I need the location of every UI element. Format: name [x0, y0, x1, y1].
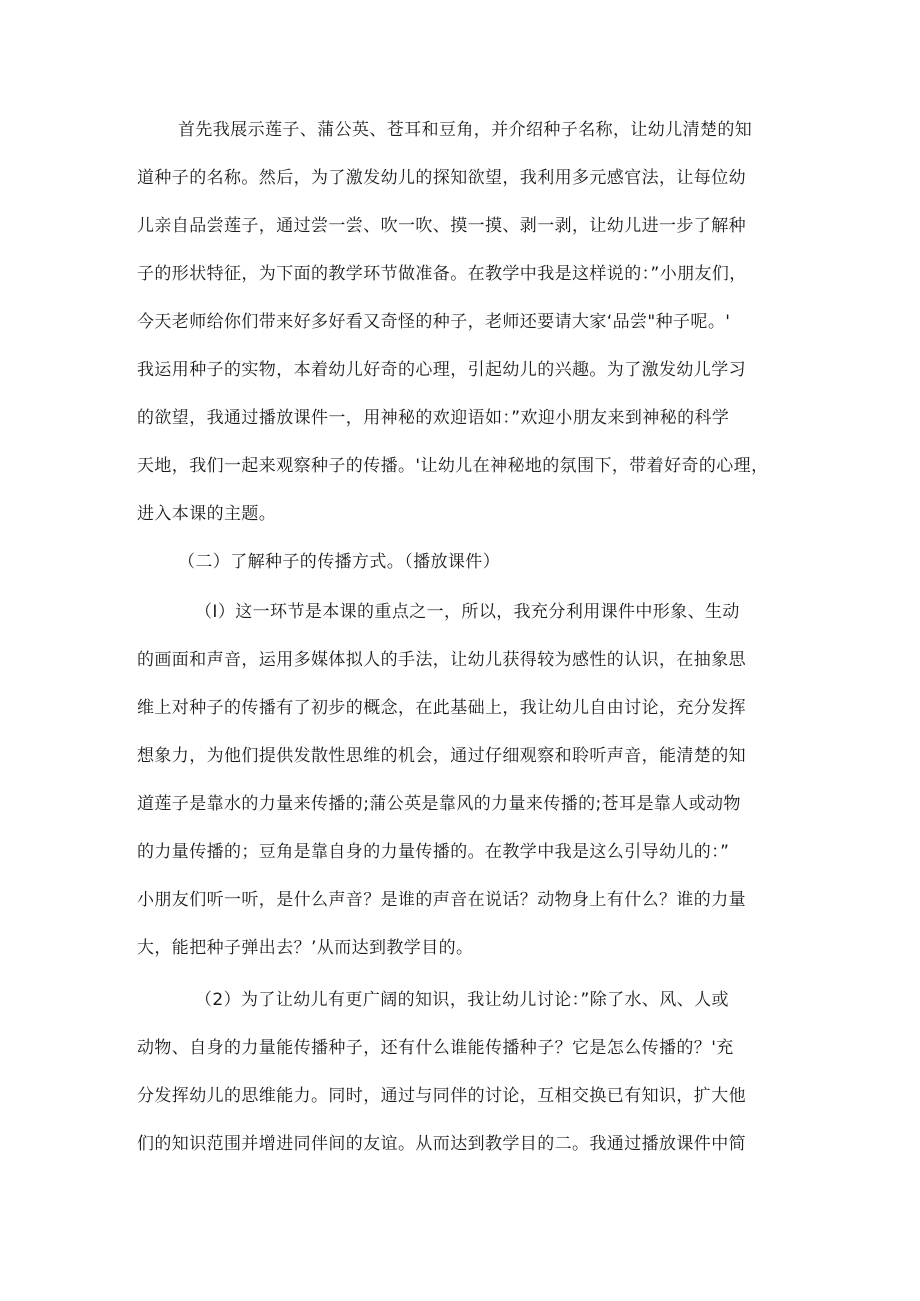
paragraph-line: 想象力，为他们提供发散性思维的机会，通过仔细观察和聆听声音，能清楚的知	[137, 746, 746, 766]
paragraph-line: 小朋友们听一听，是什么声音？是谁的声音在说话？动物身上有什么？谁的力量	[137, 890, 746, 910]
paragraph-line: 道种子的名称。然后，为了激发幼儿的探知欲望，我利用多元感官法，让每位幼	[137, 168, 746, 188]
paragraph-line: 我运用种子的实物，本着幼儿好奇的心理，引起幼儿的兴趣。为了激发幼儿学习	[137, 360, 746, 380]
paragraph-line: 的欲望，我通过播放课件一，用神秘的欢迎语如：”欢迎小朋友来到神秘的科学	[137, 408, 730, 428]
paragraph-line: 首先我展示莲子、蒲公英、苍耳和豆角，并介绍种子名称，让幼儿清楚的知	[178, 120, 753, 140]
paragraph-line: 大，能把种子弹出去？’从而达到教学目的。	[137, 938, 474, 958]
paragraph-line: 儿亲自品尝莲子，通过尝一尝、吹一吹、摸一摸、剥一剥，让幼儿进一步了解种	[137, 216, 746, 236]
paragraph-line: 道莲子是靠水的力量来传播的;蒲公英是靠风的力量来传播的;苍耳是靠人或动物	[137, 794, 741, 814]
paragraph-line: 动物、自身的力量能传播种子，还有什么谁能传播种子？它是怎么传播的？'充	[137, 1038, 734, 1058]
paragraph-line: 天地，我们一起来观察种子的传播。'让幼儿在神秘地的氛围下，带着好奇的心理，	[137, 456, 769, 476]
paragraph-line: 们的知识范围并增进同伴间的友谊。从而达到教学目的二。我通过播放课件中简	[137, 1134, 746, 1154]
paragraph-line: 子的形状特征，为下面的教学环节做准备。在教学中我是这样说的：”小朋友们，	[137, 264, 747, 284]
paragraph-line: 进入本课的主题。	[137, 504, 277, 524]
paragraph-line: （2）为了让幼儿有更广阔的知识，我让幼儿讨论：”除了水、风、人或	[195, 990, 729, 1010]
paragraph-line: 维上对种子的传播有了初步的概念，在此基础上，我让幼儿自由讨论，充分发挥	[137, 698, 746, 718]
paragraph-line: 分发挥幼儿的思维能力。同时，通过与同伴的讨论，互相交换已有知识，扩大他	[137, 1086, 746, 1106]
paragraph-line: 今天老师给你们带来好多好看又奇怪的种子，老师还要请大家‘品尝"种子呢。'	[137, 312, 731, 332]
paragraph-line: （I）这一环节是本课的重点之一，所以，我充分利用课件中形象、生动	[195, 602, 740, 622]
paragraph-line: 的力量传播的；豆角是靠自身的力量传播的。在教学中我是这么引导幼儿的：”	[137, 842, 730, 862]
paragraph-line: 的画面和声音，运用多媒体拟人的手法，让幼儿获得较为感性的认识，在抽象思	[137, 650, 746, 670]
section-heading: （二）了解种子的传播方式。（播放课件）	[178, 552, 501, 572]
